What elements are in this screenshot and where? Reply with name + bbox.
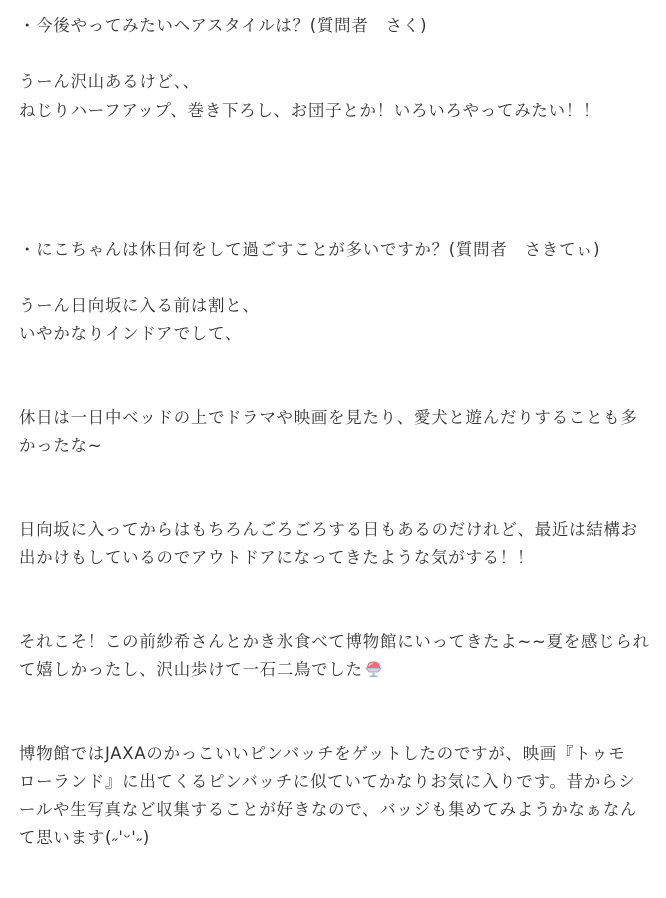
question-holiday: ・にこちゃんは休日何をして過ごすことが多いですか？(質問者 さきてぃ) [19,240,601,259]
paragraph-line: 休日は一日中ベッドの上でドラマや映画を見たり、愛犬と遊んだりすることも多 [19,408,638,427]
paragraph-line: かったな~ [19,436,103,455]
shaved-ice-icon [365,659,382,677]
paragraph-line: それこそ！この前紗希さんとかき氷食べて博物館にいってきたよ~~夏を感じられ [19,632,650,651]
paragraph-line: 博物館ではJAXAのかっこいいピンバッチをゲットしたのですが、映画『トゥモ [19,744,626,763]
answer-line: うーん沢山あるけど、、 [19,72,200,91]
paragraph-line [19,656,382,684]
answer-line: いやかなりインドアでして、 [19,324,243,343]
paragraph-text: て嬉しかったし、沢山歩けて一石二鳥でした [19,660,363,679]
paragraph-line: て思います(˶'ᵕ'˶) [19,828,151,847]
question-hairstyle: ・今後やってみたいヘアスタイルは？(質問者 さく) [19,16,428,35]
answer-line: ねじりハーフアップ、巻き下ろし、お団子とか！いろいろやってみたい！！ [19,101,601,120]
paragraph-line: ローランド』に出てくるピンバッチに似ていてかなりお気に入りです。昔からシ [19,772,636,791]
answer-line: うーん日向坂に入る前は割と、 [19,296,260,315]
paragraph-line: ールや生写真など収集することが好きなので、バッジも集めてみようかなぁなん [19,800,638,819]
paragraph-line: 出かけもしているのでアウトドアになってきたような気がする！！ [19,548,535,567]
paragraph-line: 日向坂に入ってからはもちろんごろごろする日もあるのだけれど、最近は結構お [19,520,638,539]
